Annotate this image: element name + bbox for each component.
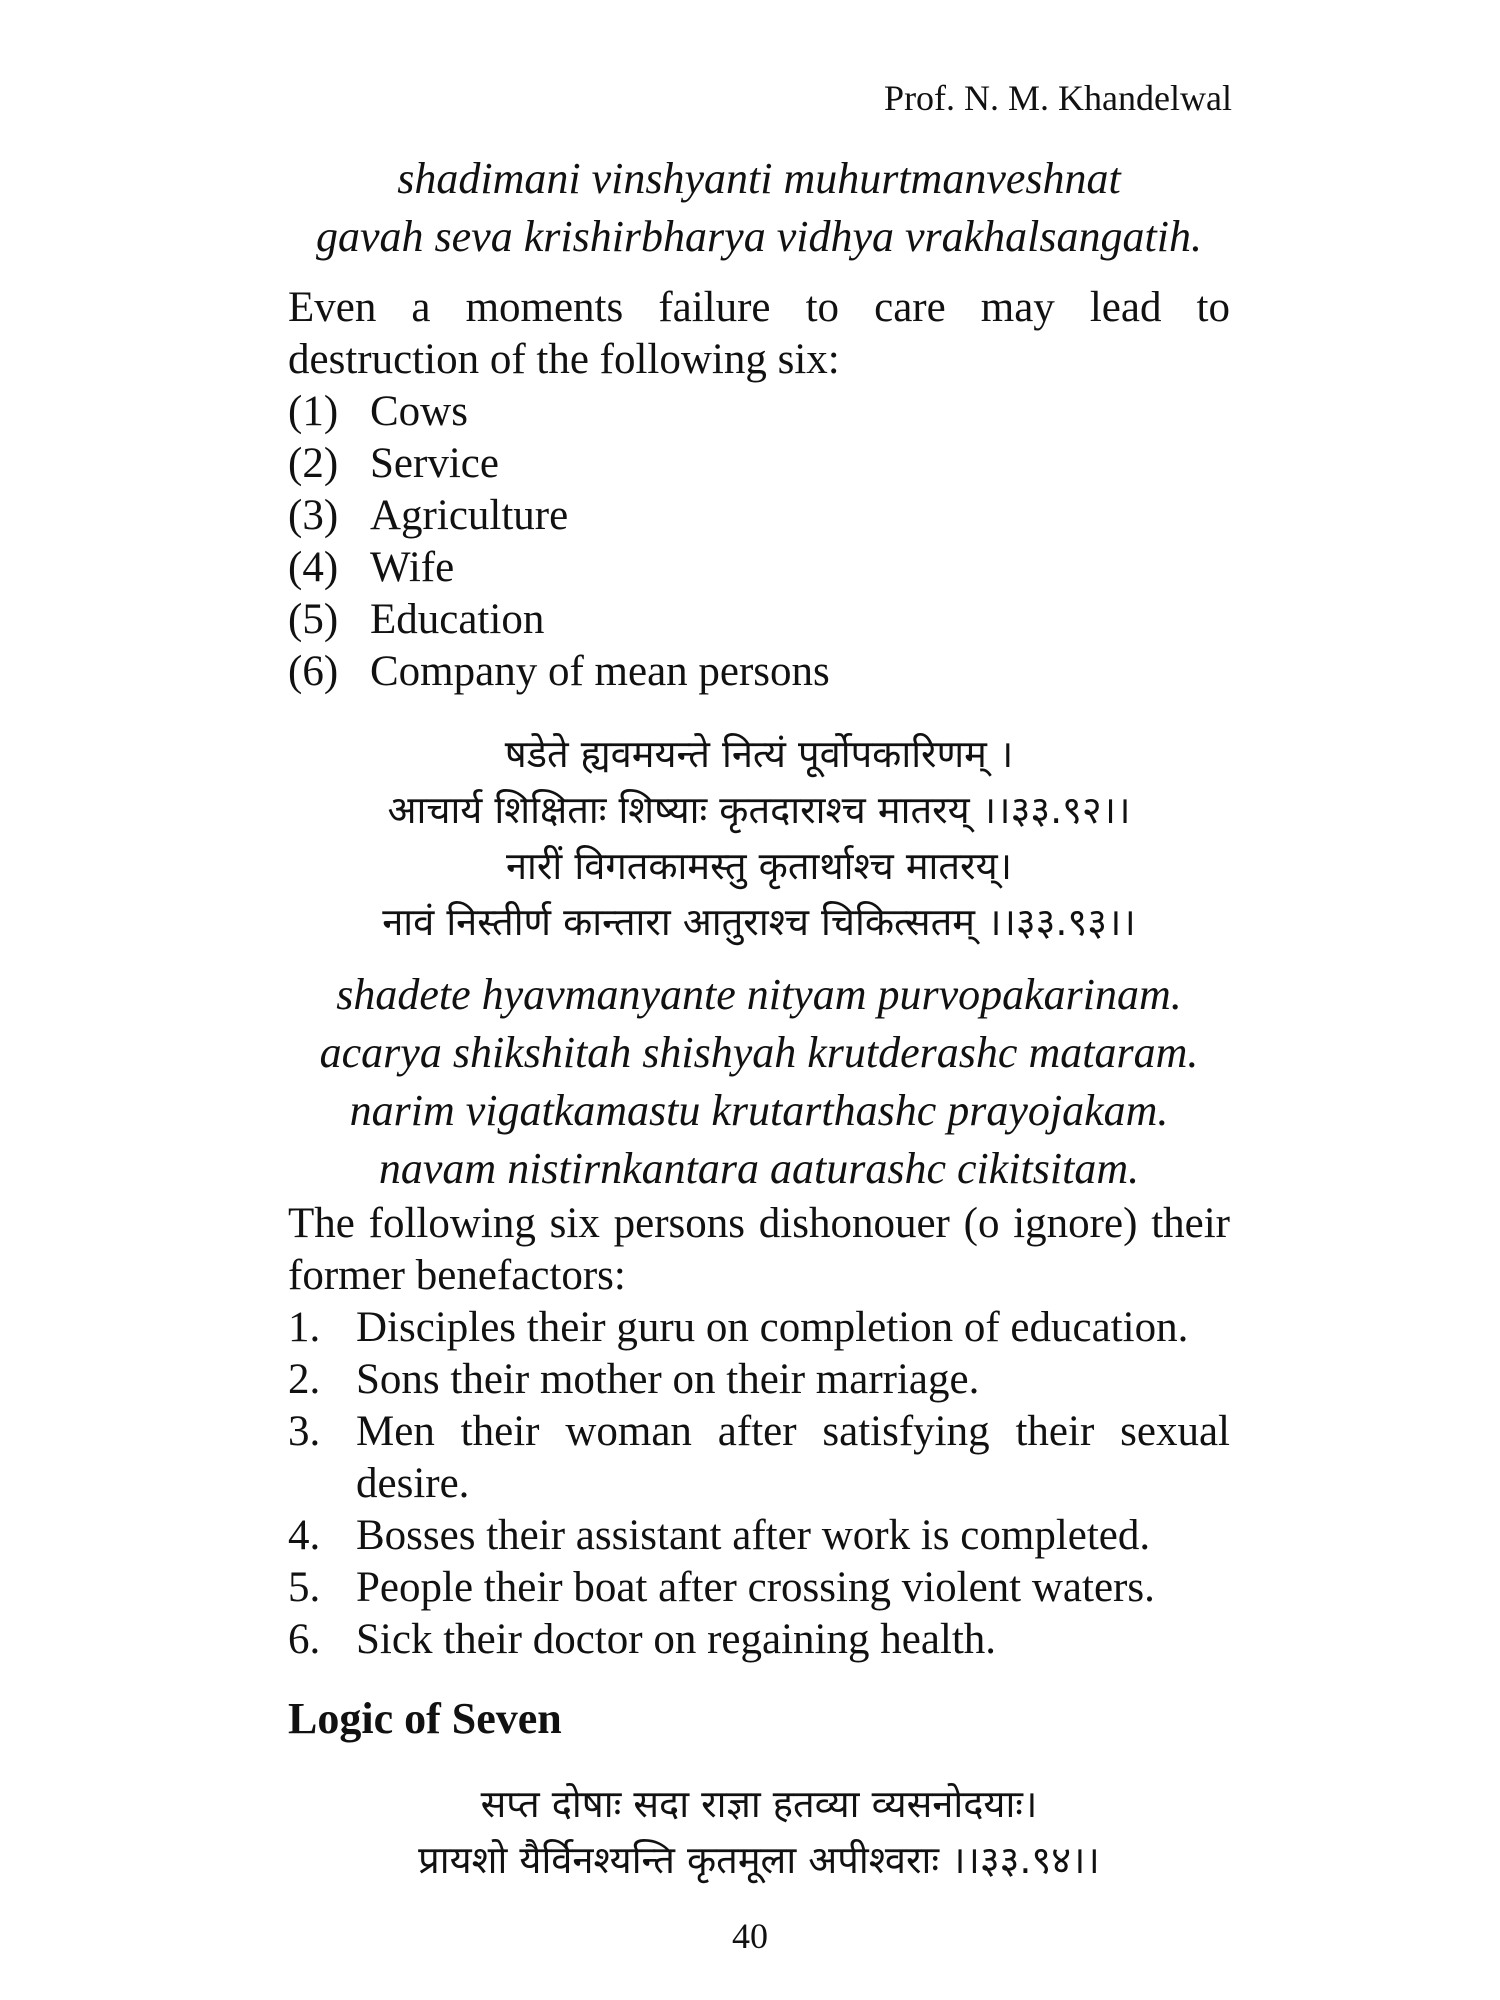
sanskrit-line: षडेते ह्यवमयन्ते नित्यं पूर्वोपकारिणम् ।: [504, 732, 1014, 776]
list-item: [288, 490, 1230, 542]
list-text: Disciples their guru on completion of education.: [356, 1304, 1189, 1351]
sanskrit-line: नावं निस्तीर्ण कान्तारा आतुराश्च चिकित्सतम् ।।३३.९३।।: [382, 900, 1136, 944]
list-item: [288, 438, 1230, 490]
list-six-destroyed: [288, 386, 1230, 698]
list-text: People their boat after crossing violent waters.: [356, 1564, 1155, 1611]
list-text: Men their woman after satisfying their sexual desire.: [356, 1408, 1230, 1507]
transliteration-verse-1: [288, 150, 1230, 266]
sanskrit-line: नारीं विगतकामस्तु कृतार्थाश्च मातरय्।: [505, 844, 1013, 888]
list-text: Sick their doctor on regaining health.: [356, 1616, 997, 1663]
list-number: 6.: [288, 1616, 321, 1663]
list-item: [288, 542, 1230, 594]
list-text: Bosses their assistant after work is completed.: [356, 1512, 1151, 1559]
list-number: (1): [288, 388, 339, 435]
list-text: Company of mean persons: [370, 648, 830, 695]
list-item: [288, 1406, 1230, 1510]
verse-line: shadimani vinshyanti muhurtmanveshnat: [397, 154, 1121, 203]
list-number: (4): [288, 544, 339, 591]
paragraph-six-destroyed: Even a moments failure to care may lead to destruction of the following six:: [288, 284, 1230, 383]
verse-line: shadete hyavmanyante nityam purvopakarinam.: [336, 970, 1182, 1019]
list-text: Cows: [370, 388, 468, 435]
list-item: [288, 1302, 1230, 1354]
sanskrit-verses-33-92-93: [288, 726, 1230, 950]
list-text: Sons their mother on their marriage.: [356, 1356, 980, 1403]
running-head-author: Prof. N. M. Khandelwal: [884, 78, 1232, 118]
transliteration-verse-2: [288, 966, 1230, 1198]
list-number: 1.: [288, 1304, 321, 1351]
sanskrit-line: आचार्य शिक्षिताः शिष्याः कृतदाराश्च मातरय् ।।३३.९२।।: [387, 788, 1131, 832]
verse-line: narim vigatkamastu krutarthashc prayojakam.: [349, 1086, 1169, 1135]
verse-line: acarya shikshitah shishyah krutderashc mataram.: [319, 1028, 1199, 1077]
list-item: [288, 1562, 1230, 1614]
verse-line: gavah seva krishirbharya vidhya vrakhalsangatih.: [316, 212, 1202, 261]
list-number: 5.: [288, 1564, 321, 1611]
list-number: (3): [288, 492, 339, 539]
list-item: [288, 1354, 1230, 1406]
list-number: 2.: [288, 1356, 321, 1403]
list-text: Wife: [370, 544, 455, 591]
list-text: Education: [370, 596, 545, 643]
list-number: (5): [288, 596, 339, 643]
section-heading-logic-of-seven: Logic of Seven: [288, 1694, 562, 1743]
verse-line: navam nistirnkantara aaturashc cikitsitam.: [378, 1144, 1140, 1193]
list-number: (6): [288, 648, 339, 695]
list-item: [288, 1614, 1230, 1666]
list-text: Agriculture: [370, 492, 569, 539]
list-number: (2): [288, 440, 339, 487]
list-text: Service: [370, 440, 499, 487]
list-six-dishonour: [288, 1302, 1230, 1666]
list-number: 3.: [288, 1408, 321, 1455]
list-item: [288, 386, 1230, 438]
sanskrit-line: प्रायशो यैर्विनश्यन्ति कृतमूला अपीश्वराः ।।३३.९४।।: [418, 1838, 1100, 1882]
paragraph-six-dishonour: The following six persons dishonouer (o ignore) their former benefactors:: [288, 1200, 1230, 1299]
list-item: [288, 646, 1230, 698]
list-item: [288, 1510, 1230, 1562]
list-item: [288, 594, 1230, 646]
sanskrit-line: सप्त दोषाः सदा राज्ञा हतव्या व्यसनोदयाः।: [480, 1782, 1038, 1826]
list-number: 4.: [288, 1512, 321, 1559]
sanskrit-verse-33-94: [288, 1776, 1230, 1888]
page-number: 40: [732, 1916, 768, 1956]
